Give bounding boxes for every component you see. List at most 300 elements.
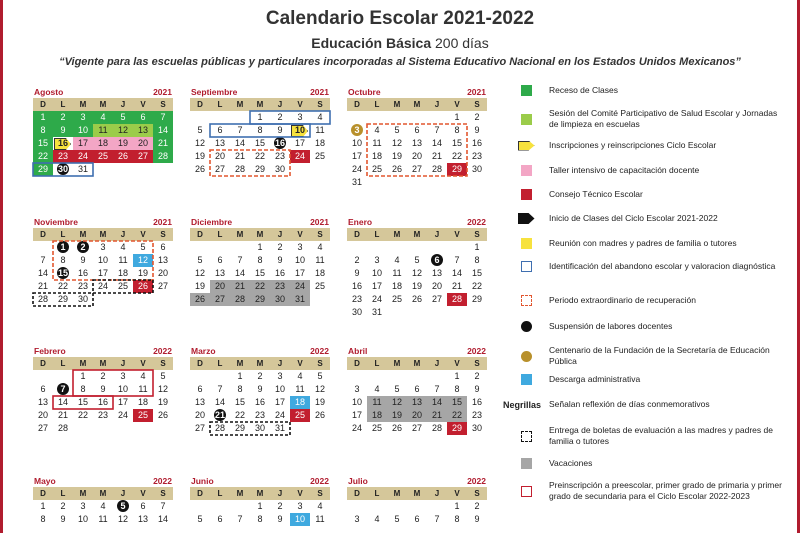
calendar-day: 27 [411, 423, 422, 433]
calendar-day: 30 [274, 164, 285, 174]
calendar-day: 2 [60, 501, 66, 511]
weekday-header: V [133, 98, 153, 111]
calendar-day: 4 [140, 371, 146, 381]
weekday-header: V [290, 98, 310, 111]
calendar-day: 26 [133, 280, 153, 293]
month-enero [347, 216, 487, 319]
calendar-day: 21 [230, 280, 250, 293]
weekday-header: D [347, 487, 367, 500]
recuperacion-icon [503, 295, 549, 306]
calendar-day: 30 [471, 164, 482, 174]
weekday-header: M [93, 357, 113, 370]
empty-cell [347, 500, 367, 513]
empty-cell [427, 370, 447, 383]
calendar-day: 8 [454, 125, 460, 135]
calendar-day: 8 [60, 255, 66, 265]
month-year: 2022 [153, 476, 172, 486]
legend-text: Consejo Técnico Escolar [549, 189, 643, 199]
calendar-day: 2 [73, 241, 93, 254]
month-name: Mayo [34, 476, 56, 486]
calendar-day: 19 [391, 151, 402, 161]
calendar-day: 4 [317, 501, 323, 511]
calendar-day: 7 [434, 384, 440, 394]
calendar-day: 17 [294, 268, 305, 278]
calendar-day: 4 [120, 242, 126, 252]
calendar-day: 25 [93, 150, 113, 163]
vacaciones-swatch [521, 458, 532, 469]
calendar-day: 8 [80, 384, 86, 394]
month-year: 2022 [310, 346, 329, 356]
month-header [347, 216, 487, 228]
legend-item-recuperacion [503, 295, 793, 306]
month-header [190, 86, 330, 98]
calendar-day: 6 [427, 254, 447, 267]
calendar-day: 8 [454, 514, 460, 524]
calendar-day: 28 [214, 423, 225, 433]
empty-cell [230, 500, 250, 513]
calendar-day: 27 [157, 281, 168, 291]
weekday-header: V [447, 228, 467, 241]
weekday-header: V [290, 357, 310, 370]
preinscripcion-icon [503, 486, 549, 497]
month-header [347, 345, 487, 357]
calendar-day: 12 [113, 124, 133, 137]
abandono-swatch [521, 261, 532, 272]
suspension-icon [503, 321, 549, 332]
empty-cell [387, 111, 407, 124]
calendar-day: 5 [394, 125, 400, 135]
calendar-day: 19 [194, 151, 205, 161]
month-octubre [347, 86, 487, 189]
calendar-day: 26 [391, 423, 402, 433]
calendar-day: 5 [113, 500, 133, 513]
legend-bold-label: Negrillas [503, 399, 542, 410]
weekday-header: S [467, 98, 487, 111]
legend-item-receso [503, 85, 793, 96]
calendar-day: 27 [431, 294, 442, 304]
calendar-day: 24 [73, 150, 93, 163]
weekday-header: D [347, 357, 367, 370]
page-title: Calendario Escolar 2021-2022 [265, 8, 535, 29]
calendar-day: 29 [234, 423, 245, 433]
calendar-day: 7 [237, 255, 243, 265]
weekday-header: D [33, 487, 53, 500]
comite-icon [503, 114, 549, 125]
weekday-header: L [367, 357, 387, 370]
month-name: Diciembre [191, 217, 233, 227]
calendar-day: 24 [371, 294, 382, 304]
calendar-day: 31 [274, 423, 285, 433]
weekday-header: L [210, 357, 230, 370]
empty-cell [33, 370, 53, 383]
calendar-day: 13 [411, 138, 422, 148]
vacaciones-icon [503, 458, 549, 469]
reunion-swatch [521, 238, 532, 249]
calendar-day: 8 [33, 124, 53, 137]
weekday-header: J [427, 357, 447, 370]
empty-cell [427, 111, 447, 124]
calendar-day: 22 [471, 281, 482, 291]
calendar-day: 20 [157, 268, 168, 278]
calendar-day: 5 [113, 111, 133, 124]
legend-item-preinscripcion [503, 480, 793, 502]
legend-text: Identificación del abandono escolar y valoracion diagnóstica [549, 261, 776, 271]
calendar-day: 21 [451, 281, 462, 291]
empty-cell [407, 241, 427, 254]
month-year: 2021 [153, 217, 172, 227]
calendar-day: 20 [210, 280, 230, 293]
legend-item-centenario [503, 345, 793, 367]
calendar-day: 24 [97, 281, 108, 291]
calendar-day: 11 [138, 384, 148, 394]
calendar-day: 13 [137, 514, 148, 524]
month-diciembre [190, 216, 330, 306]
empty-cell [190, 500, 210, 513]
calendar-day: 29 [57, 294, 68, 304]
taller-icon [503, 165, 549, 176]
month-header [33, 345, 173, 357]
legend-text: Taller intensivo de capacitación docente [549, 165, 700, 175]
empty-cell [407, 500, 427, 513]
weekday-header: M [93, 487, 113, 500]
calendar-day: 19 [157, 397, 168, 407]
weekday-header: L [53, 228, 73, 241]
weekday-header: S [153, 228, 173, 241]
calendar-day: 25 [314, 151, 325, 161]
month-year: 2021 [153, 87, 172, 97]
calendar-day: 5 [414, 255, 420, 265]
calendar-day: 16 [471, 397, 482, 407]
calendar-day: 31 [77, 164, 88, 174]
legend-item-inscripciones [503, 140, 793, 151]
empty-cell [347, 370, 367, 383]
calendar-day: 10 [73, 124, 93, 137]
legend-text: Entrega de boletas de evaluación a las madres y padres de familia o tutores [549, 425, 773, 446]
weekday-header: S [467, 357, 487, 370]
calendar-day: 9 [354, 268, 360, 278]
calendar-day: 26 [391, 164, 402, 174]
month-year: 2022 [467, 346, 486, 356]
calendar-day: 1 [454, 501, 460, 511]
calendar-day: 23 [77, 281, 88, 291]
calendar-day: 17 [117, 397, 128, 407]
calendar-day: 14 [451, 268, 462, 278]
calendar-day: 7 [454, 255, 460, 265]
calendar-day: 12 [194, 138, 205, 148]
month-year: 2021 [467, 87, 486, 97]
weekday-header: J [427, 98, 447, 111]
calendar-day: 12 [391, 138, 402, 148]
weekday-header: M [387, 228, 407, 241]
calendar-day: 17 [351, 151, 362, 161]
calendar-day: 20 [37, 410, 48, 420]
calendar-day: 13 [214, 138, 225, 148]
month-header [347, 475, 487, 487]
empty-cell [367, 370, 387, 383]
weekday-header: L [53, 357, 73, 370]
calendar-day: 16 [351, 281, 362, 291]
suspension-swatch [521, 321, 532, 332]
month-abril [347, 345, 487, 435]
calendar-day: 2 [474, 501, 480, 511]
calendar-day: 9 [60, 514, 66, 524]
legend-item-suspension [503, 321, 793, 332]
month-agosto [33, 86, 173, 176]
receso-swatch [521, 85, 532, 96]
calendar-day: 18 [117, 268, 128, 278]
legend-text: Preinscripción a preescolar, primer grado de primaria y primer grado de secundaria para el Ciclo Escolar 2022-2023 [549, 480, 782, 501]
weekday-header: M [387, 357, 407, 370]
calendar-day: 4 [374, 514, 380, 524]
calendar-day: 15 [33, 137, 53, 150]
calendar-day: 13 [407, 396, 427, 409]
calendar-day: 17 [73, 137, 93, 150]
calendar-day: 16 [97, 397, 108, 407]
calendar-day: 2 [354, 255, 360, 265]
calendar-day: 28 [153, 150, 173, 163]
calendar-day: 28 [431, 423, 442, 433]
calendar-day: 11 [372, 138, 382, 148]
calendar-day: 19 [137, 268, 148, 278]
calendar-day: 30 [77, 294, 88, 304]
legend-item-descarga [503, 374, 793, 385]
empty-cell [230, 111, 250, 124]
month-header [33, 86, 173, 98]
calendar-day: 22 [250, 280, 270, 293]
calendar-day: 3 [80, 501, 86, 511]
legend-item-vacaciones [503, 458, 793, 469]
calendar-day: 30 [471, 423, 482, 433]
calendar-day: 24 [117, 410, 128, 420]
calendar-day: 20 [411, 151, 422, 161]
weekday-header: L [53, 487, 73, 500]
month-header [33, 475, 173, 487]
weekday-header: L [367, 228, 387, 241]
calendar-day: 15 [254, 268, 265, 278]
calendar-day: 25 [133, 409, 153, 422]
empty-cell [347, 111, 367, 124]
calendar-day: 12 [133, 254, 153, 267]
calendar-day: 20 [407, 409, 427, 422]
weekday-header: D [347, 98, 367, 111]
calendar-day: 13 [431, 268, 442, 278]
calendar-day: 26 [314, 410, 325, 420]
calendar-day: 11 [367, 396, 387, 409]
calendar-day: 1 [257, 112, 263, 122]
calendar-day: 3 [277, 371, 283, 381]
calendar-day: 6 [217, 514, 223, 524]
inscripciones-swatch [518, 141, 535, 151]
calendar-day: 22 [447, 409, 467, 422]
weekday-header: M [387, 98, 407, 111]
calendar-day: 15 [234, 397, 245, 407]
left-border [0, 0, 3, 533]
weekday-header: S [310, 98, 330, 111]
calendar-day: 21 [427, 409, 447, 422]
legend-text: Centenario de la Fundación de la Secretaría de Educación Pública [549, 345, 770, 366]
legend-text: Inicio de Clases del Ciclo Escolar 2021-2022 [549, 213, 718, 223]
calendar-day: 4 [317, 242, 323, 252]
weekday-header: M [407, 357, 427, 370]
month-header [33, 216, 173, 228]
calendar-day: 16 [53, 137, 73, 150]
calendar-day: 12 [157, 384, 168, 394]
calendar-day: 28 [57, 423, 68, 433]
calendar-day: 17 [371, 281, 382, 291]
calendar-day: 18 [367, 409, 387, 422]
month-name: Julio [348, 476, 368, 486]
calendar-day: 29 [471, 294, 482, 304]
weekday-header: S [467, 487, 487, 500]
weekday-header: D [347, 228, 367, 241]
calendar-day: 6 [160, 242, 166, 252]
calendar-day: 2 [100, 371, 106, 381]
month-header [190, 345, 330, 357]
weekday-header: M [230, 487, 250, 500]
weekday-header: V [133, 228, 153, 241]
calendar-day: 18 [314, 268, 325, 278]
empty-cell [210, 111, 230, 124]
calendar-day: 9 [257, 384, 263, 394]
calendar-day: 13 [37, 397, 48, 407]
calendar-day: 19 [387, 409, 407, 422]
calendar-day: 5 [140, 242, 146, 252]
calendar-day: 9 [474, 514, 480, 524]
calendar-day: 7 [237, 514, 243, 524]
weekday-header: D [33, 228, 53, 241]
month-name: Noviembre [34, 217, 78, 227]
calendar-day: 22 [33, 150, 53, 163]
legend-label [503, 400, 549, 410]
calendar-day: 9 [277, 255, 283, 265]
weekday-header: M [387, 487, 407, 500]
calendar-day: 24 [290, 150, 310, 163]
calendar-day: 30 [53, 163, 73, 176]
calendar-day: 15 [77, 397, 88, 407]
calendar-day: 11 [392, 268, 402, 278]
calendar-day: 28 [37, 294, 48, 304]
calendar-day: 25 [117, 281, 128, 291]
reunion-icon [503, 238, 549, 249]
calendar-day: 5 [394, 514, 400, 524]
calendar-day: 20 [133, 137, 153, 150]
calendar-day: 3 [100, 242, 106, 252]
calendar-day: 10 [351, 138, 362, 148]
weekday-header: J [113, 357, 133, 370]
calendar-day: 14 [157, 514, 168, 524]
calendar-day: 9 [474, 125, 480, 135]
calendar-day: 11 [118, 255, 128, 265]
empty-cell [210, 241, 230, 254]
month-header [190, 216, 330, 228]
inscripciones-icon [503, 141, 549, 151]
calendar-day: 7 [153, 111, 173, 124]
receso-icon [503, 85, 549, 96]
calendar-day: 7 [237, 125, 243, 135]
calendar-day: 11 [315, 125, 325, 135]
weekday-header: J [270, 487, 290, 500]
weekday-header: S [153, 487, 173, 500]
calendar-day: 6 [217, 255, 223, 265]
weekday-header: D [190, 487, 210, 500]
calendar-day: 1 [237, 371, 243, 381]
inicio-swatch [518, 213, 535, 224]
calendar-day: 12 [194, 268, 205, 278]
empty-cell [367, 111, 387, 124]
weekday-header: M [73, 357, 93, 370]
calendar-day: 25 [314, 281, 325, 291]
calendar-day: 30 [254, 423, 265, 433]
calendar-day: 2 [53, 111, 73, 124]
calendar-day: 3 [297, 112, 303, 122]
month-year: 2021 [310, 87, 329, 97]
calendar-day: 29 [447, 163, 467, 176]
calendar-day: 19 [194, 281, 205, 291]
calendar-day: 19 [411, 281, 422, 291]
empty-cell [407, 370, 427, 383]
calendar-day: 28 [431, 164, 442, 174]
calendar-day: 8 [40, 514, 46, 524]
calendar-day: 23 [274, 151, 285, 161]
weekday-header: M [407, 98, 427, 111]
calendar-day: 26 [113, 150, 133, 163]
calendar-day: 10 [371, 268, 382, 278]
calendar-day: 5 [160, 371, 166, 381]
consejo-swatch [521, 189, 532, 200]
legend-text: Periodo extraordinario de recuperación [549, 295, 696, 305]
calendar-day: 20 [431, 281, 442, 291]
calendar-day: 28 [234, 164, 245, 174]
calendar-day: 12 [314, 384, 325, 394]
calendar-day: 12 [411, 268, 422, 278]
calendar-day: 17 [294, 138, 305, 148]
calendar-day: 1 [80, 371, 86, 381]
taller-swatch [521, 165, 532, 176]
subtitle-days: 200 días [431, 35, 489, 51]
centenario-swatch [521, 351, 532, 362]
empty-cell [427, 500, 447, 513]
calendar-day: 9 [80, 255, 86, 265]
weekday-header: L [210, 228, 230, 241]
calendar-day: 1 [33, 111, 53, 124]
weekday-header: M [250, 228, 270, 241]
calendar-day: 6 [40, 384, 46, 394]
weekday-header: S [153, 98, 173, 111]
legend-text: Descarga administrativa [549, 374, 641, 384]
weekday-header: L [210, 487, 230, 500]
calendar-day: 3 [120, 371, 126, 381]
calendar-day: 8 [257, 514, 263, 524]
calendar-day: 3 [374, 255, 380, 265]
calendar-day: 27 [37, 423, 48, 433]
legend-item-boletas [503, 425, 793, 447]
calendar-day: 13 [133, 124, 153, 137]
calendar-day: 15 [451, 138, 462, 148]
weekday-header: L [53, 98, 73, 111]
weekday-header: V [133, 357, 153, 370]
calendar-day: 1 [454, 371, 460, 381]
calendar-day: 13 [214, 268, 225, 278]
calendar-day: 8 [454, 384, 460, 394]
calendar-day: 24 [274, 410, 285, 420]
legend-item-inicio [503, 213, 793, 224]
boletas-icon [503, 431, 549, 442]
calendar-day: 17 [351, 410, 362, 420]
calendar-day: 7 [217, 384, 223, 394]
weekday-header: M [73, 228, 93, 241]
calendar-day: 2 [474, 112, 480, 122]
calendar-day: 2 [257, 371, 263, 381]
